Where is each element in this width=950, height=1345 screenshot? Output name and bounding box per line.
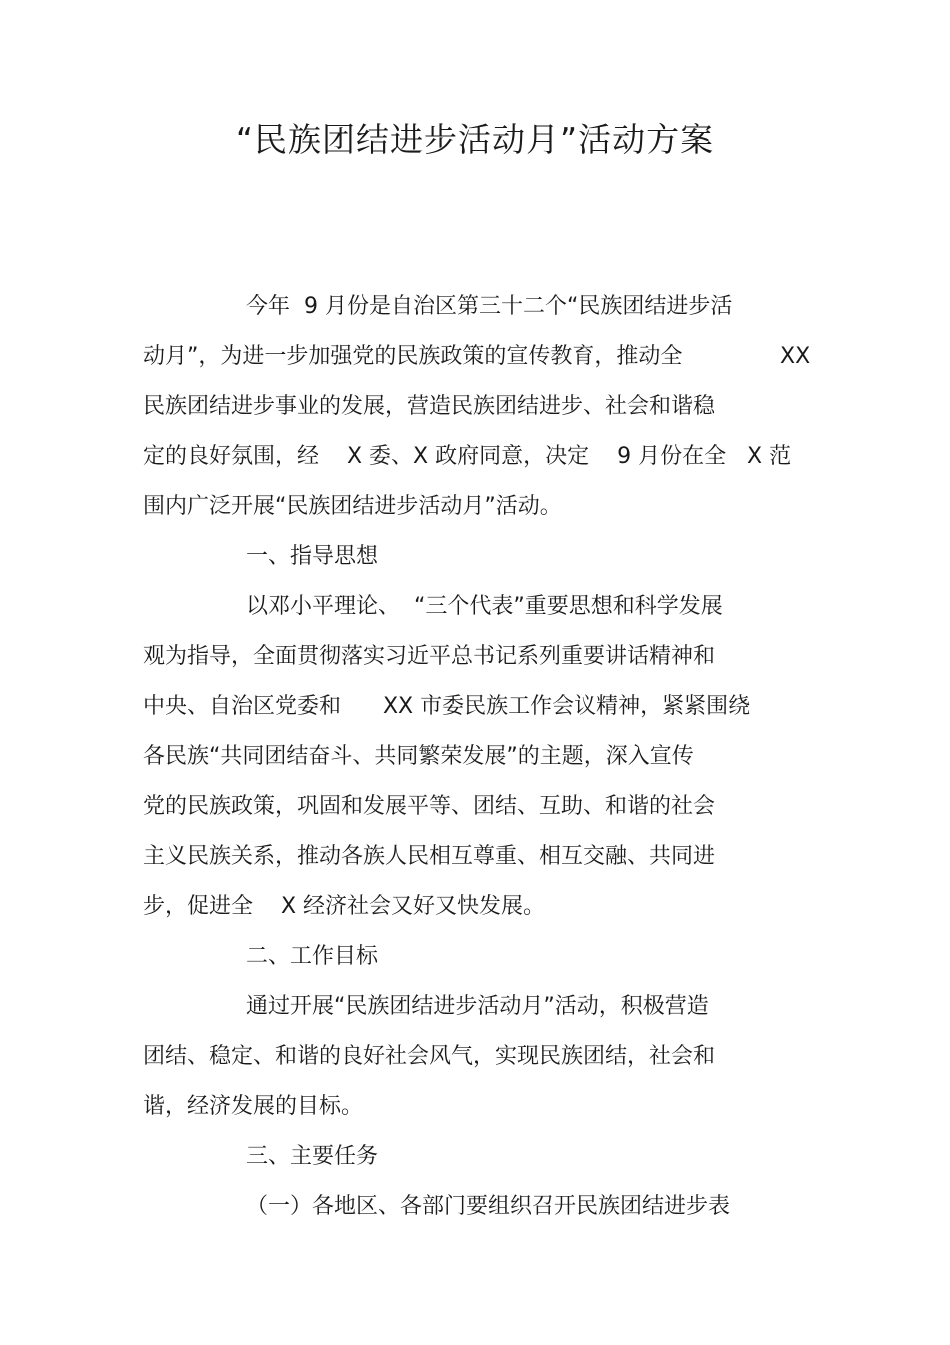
section1-heading: 一、指导思想 [246,544,379,569]
intro-line-2-tail: XX [780,344,811,369]
intro-line-2: 动月”，为进一步加强党的民族政策的宣传教育，推动全 [143,344,683,369]
section1-line-5: 党的民族政策，巩固和发展平等、团结、互助、和谐的社会 [143,794,716,819]
section1-line-4: 各民族“共同团结奋斗、共同繁荣发展”的主题，深入宣传 [143,744,694,769]
section2-line-2: 团结、稳定、和谐的良好社会风气，实现民族团结，社会和 [143,1044,716,1069]
section2-heading: 二、工作目标 [246,944,379,969]
section3-heading: 三、主要任务 [246,1144,379,1169]
section2-line-1: 通过开展“民族团结进步活动月”活动，积极营造 [246,994,709,1019]
section1-line-2: 观为指导，全面贯彻落实习近平总书记系列重要讲话精神和 [143,644,716,669]
intro-line-1: 今年 9 月份是自治区第三十二个“民族团结进步活 [246,294,733,319]
section1-line-7: 步，促进全 X 经济社会又好又快发展。 [143,894,546,919]
intro-line-5: 围内广泛开展“民族团结进步活动月”活动。 [143,494,562,519]
section1-line-1: 以邓小平理论、 “三个代表”重要思想和科学发展 [246,594,723,619]
intro-line-4: 定的良好氛围，经 X 委、X 政府同意，决定 9 月份在全 X 范 [143,444,792,469]
section3-line-1: （一）各地区、各部门要组织召开民族团结进步表 [246,1194,731,1219]
document-title: “民族团结进步活动月”活动方案 [235,120,715,159]
intro-line-3: 民族团结进步事业的发展，营造民族团结进步、社会和谐稳 [143,394,716,419]
section2-line-3: 谐，经济发展的目标。 [143,1094,364,1119]
section1-line-3: 中央、自治区党委和 XX 市委民族工作会议精神，紧紧围绕 [143,694,751,719]
section1-line-6: 主义民族关系，推动各族人民相互尊重、相互交融、共同进 [143,844,716,869]
